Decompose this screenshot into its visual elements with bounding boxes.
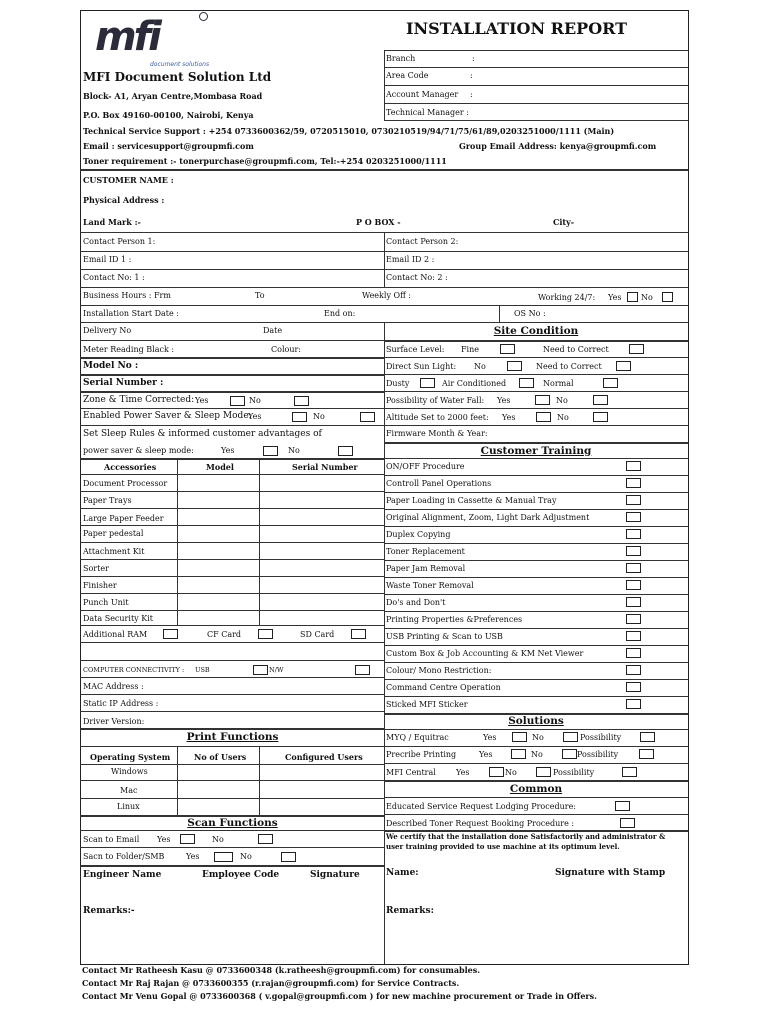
static-ip-label: Static IP Address : [83, 699, 159, 708]
configured-users-header: Configured Users [285, 752, 363, 762]
print-functions-heading: Print Functions [186, 731, 279, 743]
mac-address-label: MAC Address : [83, 682, 144, 691]
altitude-yes-checkbox[interactable] [536, 412, 551, 422]
pobox-label: P O BOX - [356, 217, 401, 227]
training-checkbox[interactable] [626, 512, 641, 522]
working-yes-checkbox[interactable] [627, 292, 638, 302]
firmware-label: Firmware Month & Year: [386, 429, 488, 438]
os-mac: Mac [120, 786, 138, 795]
landmark-label: Land Mark :- [83, 217, 141, 227]
training-item: Waste Toner Removal [386, 581, 474, 590]
training-item: Sticked MFI Sticker [386, 700, 468, 709]
training-checkbox[interactable] [626, 580, 641, 590]
email-id-1: Email ID 1 : [83, 255, 132, 264]
installation-start-label: Installation Start Date : [83, 309, 179, 318]
sunlight-need-correct-label: Need to Correct [536, 362, 602, 371]
mfi-central-possibility-label: Possibility [553, 768, 595, 777]
working-no-label: No [641, 293, 653, 302]
end-on-label: End on: [324, 309, 356, 318]
sleep-yes-label: Yes [221, 446, 235, 455]
training-checkbox[interactable] [626, 682, 641, 692]
accessory-item: Paper pedestal [83, 529, 144, 538]
myq-label: MYQ / Equitrac [386, 733, 449, 742]
solutions-heading: Solutions [508, 715, 564, 727]
working-yes-label: Yes [608, 293, 622, 302]
contact-person-1: Contact Person 1: [83, 237, 156, 246]
training-item: Command Centre Operation [386, 683, 501, 692]
sd-card-label: SD Card [300, 630, 335, 639]
training-checkbox[interactable] [626, 631, 641, 641]
accessory-item: Paper Trays [83, 496, 132, 505]
training-checkbox[interactable] [626, 495, 641, 505]
cf-card-label: CF Card [207, 630, 242, 639]
additional-ram-checkbox[interactable] [163, 629, 178, 639]
connectivity-label: COMPUTER CONNECTIVITY : [83, 666, 185, 674]
scan-email-no-checkbox[interactable] [258, 834, 273, 844]
tech-support: Technical Service Support : +254 0733600362/59, 0720515010, 0730210519/94/71/75/61/89,0203251000/1111 (Main) [83, 126, 615, 136]
precribe-label: Precribe Printing [386, 750, 457, 759]
accessory-item: Finisher [83, 581, 117, 590]
power-saver-yes-label: Yes [248, 412, 262, 421]
os-header: Operating System [90, 752, 171, 762]
training-item: Original Alignment, Zoom, Light Dark Adjustment [386, 513, 590, 522]
training-checkbox[interactable] [626, 546, 641, 556]
os-windows: Windows [111, 767, 148, 776]
cf-card-checkbox[interactable] [258, 629, 273, 639]
group-email: Group Email Address: kenya@groupmfi.com [459, 141, 657, 151]
additional-ram-label: Additional RAM [83, 630, 148, 639]
power-saver-label: Enabled Power Saver & Sleep Mode: [83, 411, 252, 421]
precribe-possibility-checkbox[interactable] [639, 749, 654, 759]
altitude-yes-label: Yes [502, 413, 516, 422]
surface-need-correct-label: Need to Correct [543, 345, 609, 354]
employee-code-label: Employee Code [202, 870, 280, 880]
myq-no-checkbox[interactable] [563, 732, 578, 742]
training-checkbox[interactable] [626, 665, 641, 675]
certify-line-2: user training provided to use machine at its optimum level. [386, 842, 620, 851]
footer-procurement: Contact Mr Venu Gopal @ 0733600368 ( v.gopal@groupmfi.com ) for new machine procurement or Trade in Offers. [82, 991, 597, 1001]
accessory-item: Document Processor [83, 479, 168, 488]
customer-training-heading: Customer Training [480, 445, 592, 457]
precribe-yes-label: Yes [479, 750, 493, 759]
business-hours-label: Business Hours : Frm [83, 291, 171, 300]
support-email: Email : servicesupport@groupmfi.com [83, 141, 254, 151]
accessory-item: Sorter [83, 564, 109, 573]
power-saver-no-checkbox[interactable] [360, 412, 375, 422]
water-no-label: No [556, 396, 568, 405]
accessory-item: Punch Unit [83, 598, 129, 607]
footer-service-contracts: Contact Mr Raj Rajan @ 0733600355 (r.rajan@groupmfi.com) for Service Contracts. [82, 978, 460, 988]
accessory-item: Data Security Kit [83, 614, 153, 623]
weekly-off-label: Weekly Off : [362, 291, 411, 300]
training-item: Controll Panel Operations [386, 479, 492, 488]
report-title: INSTALLATION REPORT [406, 19, 628, 38]
sd-card-checkbox[interactable] [351, 629, 366, 639]
dusty-checkbox[interactable] [420, 378, 435, 388]
surface-need-correct-checkbox[interactable] [629, 344, 644, 354]
company-logo [95, 14, 159, 60]
altitude-label: Altitude Set to 2000 feet: [386, 413, 489, 422]
mfi-central-no-checkbox[interactable] [536, 767, 551, 777]
precribe-no-label: No [531, 750, 543, 759]
training-checkbox[interactable] [626, 563, 641, 573]
branch-label: Branch [386, 54, 416, 63]
footer-consumables: Contact Mr Ratheesh Kasu @ 0733600348 (k.ratheesh@groupmfi.com) for consumables. [82, 965, 481, 975]
zone-no-checkbox[interactable] [294, 396, 309, 406]
model-no-label: Model No : [83, 361, 139, 371]
surface-fine-label: Fine [461, 345, 479, 354]
mfi-central-possibility-checkbox[interactable] [622, 767, 637, 777]
training-item: Do's and Don't [386, 598, 446, 607]
technical-manager-label: Technical Manager : [386, 108, 469, 117]
altitude-no-label: No [557, 413, 569, 422]
training-item: Paper Loading in Cassette & Manual Tray [386, 496, 557, 505]
scan-folder-yes-checkbox[interactable] [214, 852, 233, 862]
training-item: Duplex Copying [386, 530, 451, 539]
acc-serial-header: Serial Number [292, 462, 358, 472]
logo-ring-icon [199, 12, 208, 21]
mfi-central-label: MFI Central [386, 768, 436, 777]
area-code-label: Area Code [386, 71, 429, 80]
scan-folder-no-label: No [240, 852, 252, 861]
accessory-item: Attachment Kit [83, 547, 145, 556]
scan-folder-no-checkbox[interactable] [281, 852, 296, 862]
precribe-no-checkbox[interactable] [562, 749, 577, 759]
myq-yes-label: Yes [483, 733, 497, 742]
scan-email-yes-checkbox[interactable] [180, 834, 195, 844]
zone-no-label: No [249, 396, 261, 405]
mfi-central-no-label: No [505, 768, 517, 777]
toner-requirement: Toner requirement :- tonerpurchase@groupmfi.com, Tel:-+254 0203251000/1111 [83, 156, 447, 166]
sleep-yes-checkbox[interactable] [263, 446, 278, 456]
sleep-no-checkbox[interactable] [338, 446, 353, 456]
contact-no-1: Contact No: 1 : [83, 273, 145, 282]
acc-model-header: Model [206, 462, 234, 472]
normal-checkbox[interactable] [603, 378, 618, 388]
customer-name-label: CUSTOMER NAME : [83, 175, 174, 185]
myq-possibility-label: Possibility [580, 733, 622, 742]
logo-text: mfi [95, 14, 159, 60]
engineer-name-label: Engineer Name [83, 870, 162, 880]
water-yes-checkbox[interactable] [535, 395, 550, 405]
training-checkbox[interactable] [626, 648, 641, 658]
company-address-1: Block- A1, Aryan Centre,Mombasa Road [83, 91, 263, 101]
power-saver-no-label: No [313, 412, 325, 421]
precribe-yes-checkbox[interactable] [511, 749, 526, 759]
scan-functions-heading: Scan Functions [187, 817, 278, 829]
logo-tagline: document solutions [150, 61, 210, 68]
educated-service-checkbox[interactable] [615, 801, 630, 811]
scan-email-no-label: No [212, 835, 224, 844]
os-no-label: OS No : [514, 309, 546, 318]
mfi-central-yes-checkbox[interactable] [489, 767, 504, 777]
account-manager-label: Account Manager [386, 90, 459, 99]
water-fall-label: Possibility of Water Fall: [386, 396, 485, 405]
contact-no-2: Contact No: 2 : [386, 273, 448, 282]
training-item: Custom Box & Job Accounting & KM Net Viewer [386, 649, 584, 658]
delivery-date-label: Date [263, 326, 283, 335]
meter-colour-label: Colour: [271, 345, 301, 354]
accessory-item: Large Paper Feeder [83, 514, 164, 523]
training-item: Paper Jam Removal [386, 564, 466, 573]
training-item: Printing Properties &Preferences [386, 615, 523, 624]
no-of-users-header: No of Users [194, 752, 247, 762]
training-item: USB Printing & Scan to USB [386, 632, 503, 641]
air-conditioned-label: Air Conditioned [442, 379, 507, 388]
sleep-no-label: No [288, 446, 300, 455]
email-id-2: Email ID 2 : [386, 255, 435, 264]
water-yes-label: Yes [497, 396, 511, 405]
training-checkbox[interactable] [626, 597, 641, 607]
myq-possibility-checkbox[interactable] [640, 732, 655, 742]
os-linux: Linux [117, 802, 140, 811]
zone-yes-label: Yes [195, 396, 209, 405]
mfi-central-yes-label: Yes [456, 768, 470, 777]
sunlight-no-label: No [474, 362, 486, 371]
engineer-signature-label: Signature [310, 870, 360, 880]
described-toner-checkbox[interactable] [620, 818, 635, 828]
certify-line-1: We certify that the installation done Satisfactorily and administrator & [386, 832, 666, 841]
training-checkbox[interactable] [626, 699, 641, 709]
working-no-checkbox[interactable] [662, 292, 673, 302]
precribe-possibility-label: Possibility [577, 750, 619, 759]
contact-person-2: Contact Person 2: [386, 237, 459, 246]
driver-version-label: Driver Version: [83, 717, 145, 726]
working-247-label: Working 24/7: [538, 293, 596, 302]
branch-colon: : [472, 54, 475, 63]
sunlight-need-correct-checkbox[interactable] [616, 361, 631, 371]
training-checkbox[interactable] [626, 614, 641, 624]
sunlight-label: Direct Sun Light: [386, 362, 457, 371]
delivery-no-label: Delivery No [83, 326, 132, 335]
company-address-2: P.O. Box 49160-00100, Nairobi, Kenya [83, 110, 254, 120]
training-item: ON/OFF Procedure [386, 462, 465, 471]
nw-label: N/W [269, 666, 284, 674]
area-code-colon: : [470, 71, 473, 80]
site-condition-heading: Site Condition [493, 325, 579, 337]
water-no-checkbox[interactable] [593, 395, 608, 405]
training-item: Colour/ Mono Restriction: [386, 666, 492, 675]
account-manager-colon: : [470, 90, 473, 99]
air-conditioned-checkbox[interactable] [519, 378, 534, 388]
scan-folder-yes-label: Yes [186, 852, 200, 861]
altitude-no-checkbox[interactable] [593, 412, 608, 422]
myq-no-label: No [532, 733, 544, 742]
usb-label: USB [195, 666, 210, 674]
described-toner-label: Described Toner Request Booking Procedure : [386, 819, 575, 828]
customer-name-sign-label: Name: [386, 868, 419, 878]
accessories-header: Accessories [104, 462, 157, 472]
physical-address-label: Physical Address : [83, 195, 165, 205]
common-heading: Common [509, 783, 563, 795]
city-label: City- [553, 217, 575, 227]
nw-checkbox[interactable] [355, 665, 370, 675]
sleep-mode-label: power saver & sleep mode: [83, 446, 194, 455]
sunlight-no-checkbox[interactable] [507, 361, 522, 371]
signature-stamp-label: Signature with Stamp [555, 868, 666, 878]
engineer-remarks-label: Remarks:- [83, 906, 135, 916]
usb-checkbox[interactable] [253, 665, 268, 675]
training-checkbox[interactable] [626, 478, 641, 488]
training-checkbox[interactable] [626, 461, 641, 471]
training-item: Toner Replacement [386, 547, 465, 556]
power-saver-yes-checkbox[interactable] [292, 412, 307, 422]
training-checkbox[interactable] [626, 529, 641, 539]
surface-level-label: Surface Level: [386, 345, 445, 354]
zone-time-label: Zone & Time Corrected: [83, 395, 195, 405]
sleep-rules-label: Set Sleep Rules & informed customer advantages of [83, 429, 322, 439]
zone-yes-checkbox[interactable] [230, 396, 245, 406]
educated-service-label: Educated Service Request Lodging Procedure: [386, 802, 576, 811]
company-name: MFI Document Solution Ltd [83, 70, 272, 84]
business-to-label: To [255, 291, 265, 300]
scan-folder-label: Sacn to Folder/SMB [83, 852, 165, 861]
serial-number-label: Serial Number : [83, 378, 164, 388]
normal-label: Normal [543, 379, 574, 388]
scan-email-label: Scan to Email [83, 835, 140, 844]
dusty-label: Dusty [386, 379, 410, 388]
surface-fine-checkbox[interactable] [500, 344, 515, 354]
scan-email-yes-label: Yes [157, 835, 171, 844]
myq-yes-checkbox[interactable] [512, 732, 527, 742]
customer-remarks-label: Remarks: [386, 906, 434, 916]
meter-reading-label: Meter Reading Black : [83, 345, 175, 354]
